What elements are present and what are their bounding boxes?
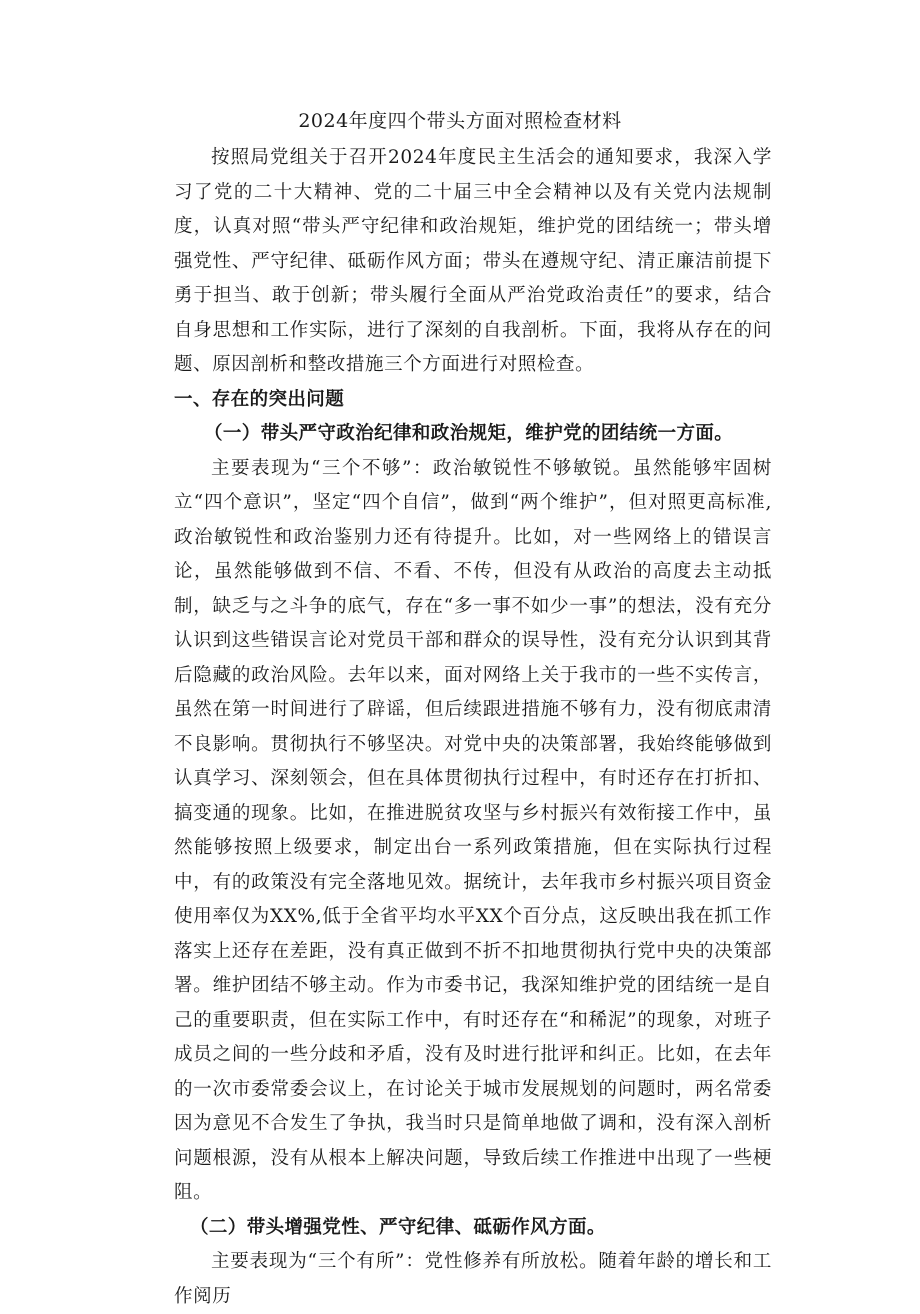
document-body	[174, 141, 772, 1314]
document-title: 2024年度四个带头方面对照检查材料	[298, 110, 622, 132]
section-heading-problems: 一、存在的突出问题	[174, 388, 345, 410]
subsection-paragraph-party-spirit: 主要表现为“三个有所”：党性修养有所放松。随着年龄的增长和工作阅历	[174, 1251, 772, 1307]
subsection-heading-political-discipline: （一）带头严守政治纪律和政治规矩，维护党的团结统一方面。	[204, 423, 734, 444]
subsection-heading-party-spirit: （二）带头增强党性、严守纪律、砥砺作风方面。	[190, 1216, 606, 1238]
intro-paragraph: 按照局党组关于召开2024年度民主生活会的通知要求，我深入学习了党的二十大精神、党的二十届三中全会精神以及有关党内法规制度，认真对照“带头严守纪律和政治规矩，维护党的团结统一；带头增强党性、严守纪律、砥砺作风方面；带头在遵规守纪、清正廉洁前提下勇于担当、敢于创新；带头履行全面从严治党政治责任”的要求，结合自身思想和工作实际，进行了深刻的自我剖析。下面，我将从存在的问题、原因剖析和整改措施三个方面进行对照检查。	[174, 147, 772, 375]
subsection-paragraph-political-discipline: 主要表现为“三个不够”：政治敏锐性不够敏锐。虽然能够牢固树立“四个意识”，坚定“四个自信”，做到“两个维护”，但对照更高标准,政治敏锐性和政治鉴别力还有待提升。比如，对一些网络上的错误言论，虽然能够做到不信、不看、不传，但没有从政治的高度去主动抵制，缺乏与之斗争的底气，存在“多一事不如少一事”的想法，没有充分认识到这些错误言论对党员干部和群众的误导性，没有充分认识到其背后隐藏的政治风险。去年以来，面对网络上关于我市的一些不实传言，虽然在第一时间进行了辟谣，但后续跟进措施不够有力，没有彻底肃清不良影响。贯彻执行不够坚决。对党中央的决策部署，我始终能够做到认真学习、深刻领会，但在具体贯彻执行过程中，有时还存在打折扣、搞变通的现象。比如，在推进脱贫攻坚与乡村振兴有效衔接工作中，虽然能够按照上级要求，制定出台一系列政策措施，但在实际执行过程中，有的政策没有完全落地见效。据统计，去年我市乡村振兴项目资金使用率仅为XX%,低于全省平均水平XX个百分点，这反映出我在抓工作落实上还存在差距，没有真正做到不折不扣地贯彻执行党中央的决策部署。维护团结不够主动。作为市委书记，我深知维护党的团结统一是自己的重要职责，但在实际工作中，有时还存在“和稀泥”的现象，对班子成员之间的一些分歧和矛盾，没有及时进行批评和纠正。比如，在去年的一次市委常委会议上，在讨论关于城市发展规划的问题时，两名常委因为意见不合发生了争执，我当时只是简单地做了调和，没有深入剖析问题根源，没有从根本上解决问题，导致后续工作推进中出现了一些梗阻。	[174, 457, 772, 1203]
